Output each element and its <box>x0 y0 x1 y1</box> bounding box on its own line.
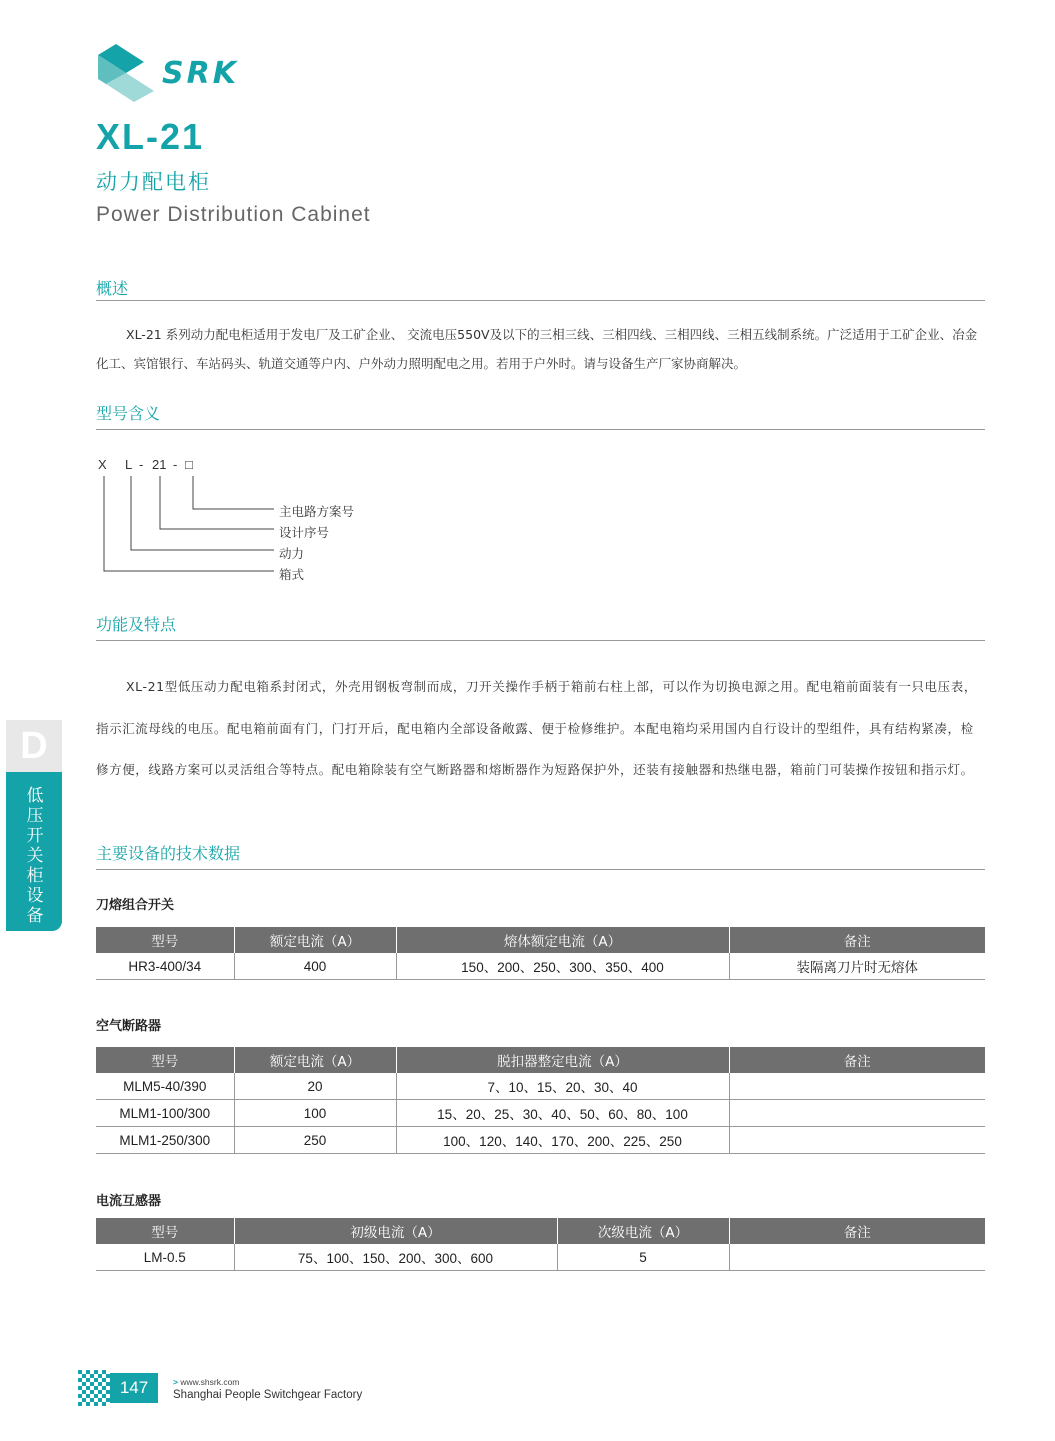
chevron-right-icon: > <box>173 1377 178 1387</box>
website-link[interactable] <box>173 1377 239 1387</box>
product-title-cn: 动力配电柜 <box>96 170 211 194</box>
tech-heading: 主要设备的技术数据 <box>96 844 241 863</box>
section-letter: D <box>6 720 62 772</box>
code-dash-1: - <box>139 457 144 472</box>
code-dash-2: - <box>173 457 178 472</box>
table-cell: 100 <box>234 1100 396 1127</box>
table-cell: MLM1-100/300 <box>96 1100 234 1127</box>
col-header: 熔体额定电流（A） <box>396 927 729 953</box>
model-meaning-heading: 型号含义 <box>96 404 161 423</box>
logo <box>96 44 156 102</box>
table-cell <box>729 1073 985 1100</box>
features-heading: 功能及特点 <box>96 615 177 634</box>
legend-power: 动力 <box>279 546 305 561</box>
table-row <box>96 1100 985 1127</box>
table-cell: 250 <box>234 1127 396 1154</box>
table-cell: 20 <box>234 1073 396 1100</box>
model-code-lines <box>96 474 276 574</box>
divider <box>96 429 985 430</box>
col-header: 初级电流（A） <box>234 1218 557 1244</box>
model-title: XL-21 <box>96 116 205 157</box>
table-cell: MLM5-40/390 <box>96 1073 234 1100</box>
table-cell: LM-0.5 <box>96 1244 234 1271</box>
col-header: 备注 <box>729 1218 985 1244</box>
code-box: □ <box>185 457 193 472</box>
features-text-content: XL-21型低压动力配电箱系封闭式，外壳用钢板弯制而成，刀开关操作手柄于箱前右柱上部，可以作为切换电源之用。配电箱前面装有一只电压表，指示汇流母线的电压。配电箱前面有门，门打开后，配电箱内全部设备敞露、便于检修维护。本配电箱均采用国内自行设计的型组件，具有结构紧凑，检修方便，线路方案可以灵活组合等特点。配电箱除装有空气断路器和熔断器作为短路保护外，还装有接触器和热继电器，箱前门可装操作按钮和指示灯。 <box>96 679 977 777</box>
col-header: 备注 <box>729 927 985 953</box>
table-row <box>96 1244 985 1271</box>
table-row <box>96 1127 985 1154</box>
col-header: 备注 <box>729 1047 985 1073</box>
checker-pattern-icon <box>78 1370 110 1406</box>
col-header: 额定电流（A） <box>234 1047 396 1073</box>
table-cell: 7、10、15、20、30、40 <box>396 1073 729 1100</box>
table-row <box>96 953 985 980</box>
table-cell: HR3-400/34 <box>96 953 234 980</box>
table-cell: 400 <box>234 953 396 980</box>
logo-text: SRK <box>162 56 239 91</box>
table-cell: 15、20、25、30、40、50、60、80、100 <box>396 1100 729 1127</box>
logo-icon <box>96 44 156 102</box>
section-name: 低压开关柜设备 <box>26 786 44 926</box>
divider <box>96 869 985 870</box>
table2-title: 空气断路器 <box>96 1019 162 1034</box>
table-header-row <box>96 1047 985 1073</box>
factory-name: Shanghai People Switchgear Factory <box>173 1389 363 1401</box>
code-x: X <box>98 457 107 472</box>
table-header-row <box>96 927 985 953</box>
table-cell: 装隔离刀片时无熔体 <box>729 953 985 980</box>
col-header: 型号 <box>96 1218 234 1244</box>
table-cell: 75、100、150、200、300、600 <box>234 1244 557 1271</box>
overview-heading: 概述 <box>96 279 129 298</box>
table-cell <box>729 1127 985 1154</box>
divider <box>96 300 985 301</box>
current-transformer-table <box>96 1218 985 1271</box>
table-row <box>96 1073 985 1100</box>
col-header: 型号 <box>96 1047 234 1073</box>
overview-text <box>96 320 986 378</box>
code-l: L <box>125 457 133 472</box>
product-title-en: Power Distribution Cabinet <box>96 203 371 226</box>
legend-main-circuit: 主电路方案号 <box>279 504 355 519</box>
table-cell: 100、120、140、170、200、225、250 <box>396 1127 729 1154</box>
overview-text-content: XL-21 系列动力配电柜适用于发电厂及工矿企业、 交流电压550V及以下的三相三线、三相四线、三相四线、三相五线制系统。广泛适用于工矿企业、冶金化工、宾馆银行、车站码头、轨道交通等户内、户外动力照明配电之用。若用于户外时。请与设备生产厂家协商解决。 <box>96 327 978 371</box>
model-code <box>98 457 218 475</box>
table-cell <box>729 1244 985 1271</box>
col-header: 型号 <box>96 927 234 953</box>
col-header: 额定电流（A） <box>234 927 396 953</box>
fuse-switch-table <box>96 927 985 980</box>
code-21: 21 <box>152 457 167 472</box>
legend-design-no: 设计序号 <box>279 525 330 540</box>
col-header: 次级电流（A） <box>557 1218 729 1244</box>
table3-title: 电流互感器 <box>96 1194 162 1209</box>
table-cell: 150、200、250、300、350、400 <box>396 953 729 980</box>
air-breaker-table <box>96 1047 985 1154</box>
table1-title: 刀熔组合开关 <box>96 898 175 913</box>
col-header: 脱扣器整定电流（A） <box>396 1047 729 1073</box>
features-text <box>96 666 986 791</box>
table-header-row <box>96 1218 985 1244</box>
table-cell: MLM1-250/300 <box>96 1127 234 1154</box>
table-cell: 5 <box>557 1244 729 1271</box>
website-url: www.shsrk.com <box>180 1377 240 1387</box>
divider <box>96 640 985 641</box>
table-cell <box>729 1100 985 1127</box>
legend-box-type: 箱式 <box>279 567 305 582</box>
page-number: 147 <box>110 1373 158 1403</box>
